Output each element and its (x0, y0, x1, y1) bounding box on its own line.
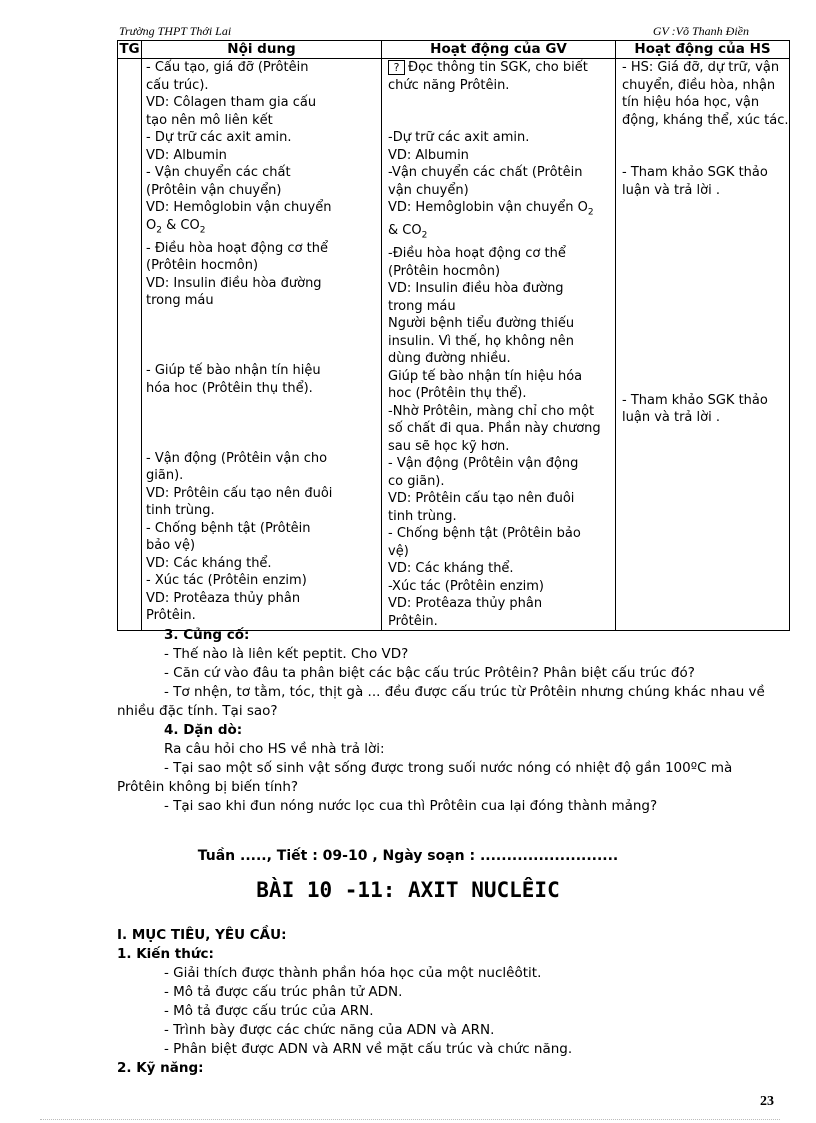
col-hs: Hoạt động của HS (616, 41, 790, 59)
cell-line: - Vận động (Prôtêin vận cho (146, 450, 328, 466)
question-box: ? (388, 60, 405, 75)
cell-line: VD: Các kháng thể. (146, 555, 272, 571)
cell-line: -Nhờ Prôtêin, màng chỉ cho một (388, 403, 595, 419)
dando-intro: Ra câu hỏi cho HS về nhà trả lời: (164, 741, 385, 757)
kienthuc-item: - Phân biệt được ADN và ARN về mặt cấu trúc và chức năng. (164, 1041, 573, 1057)
cell-line: $O_2$ & $CO_2$ (146, 217, 206, 236)
cell-line: (Prôtêin hocmôn) (388, 263, 501, 279)
teacher-name: GV :Võ Thanh Điền (652, 24, 749, 38)
kienthuc-item: - Mô tả được cấu trúc phân tử ADN. (164, 984, 403, 1000)
cell-line (616, 147, 789, 165)
kienthuc-item: - Trình bày được các chức năng của ADN và ARN. (164, 1022, 495, 1038)
cell-line: - Giúp tế bào nhận tín hiệu (146, 363, 321, 379)
cungco-item: nhiều đặc tính. Tại sao? (117, 703, 278, 719)
cell-line (616, 339, 789, 357)
cell-line: - HS: Giá đỡ, dự trữ, vận (622, 60, 780, 75)
cell-line (616, 322, 789, 340)
cell-line: -Điều hòa hoạt động cơ thể (388, 246, 566, 262)
cell-line: tín hiệu hóa học, vận (622, 95, 760, 110)
cell-line: co giãn). (388, 473, 445, 489)
cell-line: VD: Insulin điều hòa đường (388, 281, 564, 297)
cell-line: VD: Protêaza thủy phân (388, 596, 543, 612)
cell-line (616, 234, 789, 252)
cell-line: luận và trả lời . (622, 410, 720, 425)
dando-item: Prôtêin không bị biến tính? (117, 779, 299, 795)
cell-line: số chất đi qua. Phần này chương (388, 421, 601, 437)
cell-line: - Xúc tác (Prôtêin enzim) (146, 573, 307, 589)
cell-line: vệ) (388, 543, 409, 559)
section-heading: I. MỤC TIÊU, YÊU CẦU: (117, 927, 287, 943)
cell-line: VD: Protêaza thủy phân (146, 590, 301, 606)
cell-line: (Prôtêin vận chuyển) (146, 182, 282, 198)
kienthuc-item: - Giải thích được thành phần hóa học của một nuclêôtit. (164, 965, 542, 981)
cell-text: Đọc thông tin SGK, cho biết (408, 60, 588, 75)
page-header (117, 24, 777, 41)
cell-line: động, kháng thể, xúc tác. (622, 112, 789, 128)
cell-line: - Dự trữ các axit amin. (146, 130, 292, 145)
cungco-item: - Thế nào là liên kết peptit. Cho VD? (164, 646, 409, 662)
cungco-item: - Tơ nhện, tơ tằm, tóc, thịt gà ... đều được cấu trúc từ Prôtêin nhưng chúng khác nhau về (164, 684, 765, 700)
cell-line: insulin. Vì thế, họ không nên (388, 333, 574, 349)
cell-line: VD: Prôtêin cấu tạo nên đuôi (388, 491, 575, 507)
cell-line: cấu trúc). (146, 77, 209, 93)
col-noidung: Nội dung (142, 41, 382, 59)
cell-line: VD: Prôtêin cấu tạo nên đuôi (146, 485, 333, 501)
cell-line: Người bệnh tiểu đường thiếu (388, 316, 575, 332)
cell-line: - Chống bệnh tật (Prôtêin bảo (388, 526, 581, 542)
cungco-section (117, 626, 797, 816)
cell-line: trong máu (146, 293, 214, 309)
cell-line: -Vận chuyển các chất (Prôtêin (388, 165, 583, 180)
cungco-heading: 3. Củng cố: (164, 627, 250, 643)
cell-line (382, 112, 615, 130)
week-line: Tuần ....., Tiết : 09-10 , Ngày soạn : .......................... (197, 848, 619, 864)
cell-line: vận chuyển) (388, 182, 469, 198)
cell-line: trong máu (388, 298, 456, 314)
noidung-cell (142, 59, 382, 631)
cell-line: tinh trùng. (388, 508, 457, 524)
cell-line: - Vận động (Prôtêin vận động (388, 456, 579, 472)
cell-line: luận và trả lời . (622, 182, 720, 198)
cell-line: VD: Albumin (146, 147, 227, 163)
dando-item: - Tại sao một số sinh vật sống được trong suối nước nóng có nhiệt độ gần 100ºC mà (164, 760, 733, 776)
cell-line: Prôtêin. (146, 608, 196, 624)
cell-line: Prôtêin. (388, 613, 438, 629)
cell-line (616, 269, 789, 287)
cell-line: - Vận chuyển các chất (146, 165, 291, 180)
lesson-table (117, 40, 790, 631)
objectives-section (117, 926, 797, 1078)
kienthuc-heading: 1. Kiến thức: (117, 946, 214, 962)
cell-line: - Tham khảo SGK thảo (622, 392, 768, 408)
cell-line: VD: Hemôglobin vận chuyển $O_2$ (388, 200, 594, 218)
cell-line (142, 432, 381, 450)
cell-line (142, 415, 381, 433)
cell-line: VD: Côlagen tham gia cấu (146, 95, 317, 110)
lesson-title: BÀI 10 -11: AXIT NUCLÊIC (256, 878, 560, 902)
school-name: Trường THPT Thới Lai (119, 24, 232, 38)
cell-line: - Điều hòa hoạt động cơ thể (146, 240, 328, 256)
cell-line (616, 252, 789, 270)
cell-line (616, 217, 789, 235)
cell-line (142, 327, 381, 345)
cell-line: tinh trùng. (146, 503, 215, 519)
cell-line (616, 304, 789, 322)
cell-line: sau sẽ học kỹ hơn. (388, 438, 510, 454)
cell-line: tạo nên mô liên kết (146, 112, 273, 128)
cell-line: chuyển, điều hòa, nhận (622, 77, 776, 93)
hs-cell (616, 59, 790, 631)
cell-line: - Chống bệnh tật (Prôtêin (146, 520, 311, 536)
tg-cell (118, 59, 142, 631)
cell-line (616, 374, 789, 392)
table-row (118, 59, 790, 631)
cell-line: & $CO_2$ (388, 223, 428, 241)
cell-line: Giúp tế bào nhận tín hiệu hóa (388, 368, 583, 384)
col-tg: TG (119, 41, 140, 57)
cell-line (142, 345, 381, 363)
kienthuc-item: - Mô tả được cấu trúc của ARN. (164, 1003, 374, 1019)
cell-line: (Prôtêin hocmôn) (146, 258, 259, 274)
cell-line (142, 397, 381, 415)
cell-line: dùng đường nhiều. (388, 351, 511, 367)
cell-line (616, 357, 789, 375)
cell-line: - Cấu tạo, giá đỡ (Prôtêin (146, 60, 309, 75)
cell-line (382, 94, 615, 112)
cell-line: VD: Insulin điều hòa đường (146, 275, 322, 291)
cell-line (142, 310, 381, 328)
cell-line (616, 199, 789, 217)
cell-line: hóa hoc (Prôtêin thụ thể). (146, 380, 313, 396)
dando-item: - Tại sao khi đun nóng nước lọc cua thì Prôtêin cua lại đóng thành mảng? (164, 798, 658, 814)
footer-divider (40, 1119, 780, 1120)
cell-line: -Dự trữ các axit amin. (388, 130, 530, 145)
cell-line: VD: Hemôglobin vận chuyển (146, 200, 332, 215)
gv-cell (382, 59, 616, 631)
page-number: 23 (760, 1094, 774, 1109)
kynang-heading: 2. Kỹ năng: (117, 1060, 204, 1076)
cell-line (382, 59, 615, 77)
cungco-item: - Căn cứ vào đâu ta phân biệt các bậc cấu trúc Prôtêin? Phân biệt cấu trúc đó? (164, 665, 695, 681)
table-header-row (118, 41, 790, 59)
cell-line: chức năng Prôtêin. (388, 77, 510, 93)
cell-line: - Tham khảo SGK thảo (622, 165, 768, 180)
cell-line: giãn). (146, 468, 184, 484)
cell-line (616, 129, 789, 147)
cell-line: hoc (Prôtêin thụ thể). (388, 386, 527, 402)
cell-line: bảo vệ) (146, 538, 196, 554)
dando-heading: 4. Dặn dò: (164, 722, 243, 738)
cell-line: VD: Các kháng thể. (388, 561, 514, 577)
cell-line: -Xúc tác (Prôtêin enzim) (388, 578, 544, 594)
cell-line (616, 287, 789, 305)
cell-line: VD: Albumin (388, 147, 469, 163)
col-gv: Hoạt động của GV (382, 41, 616, 59)
